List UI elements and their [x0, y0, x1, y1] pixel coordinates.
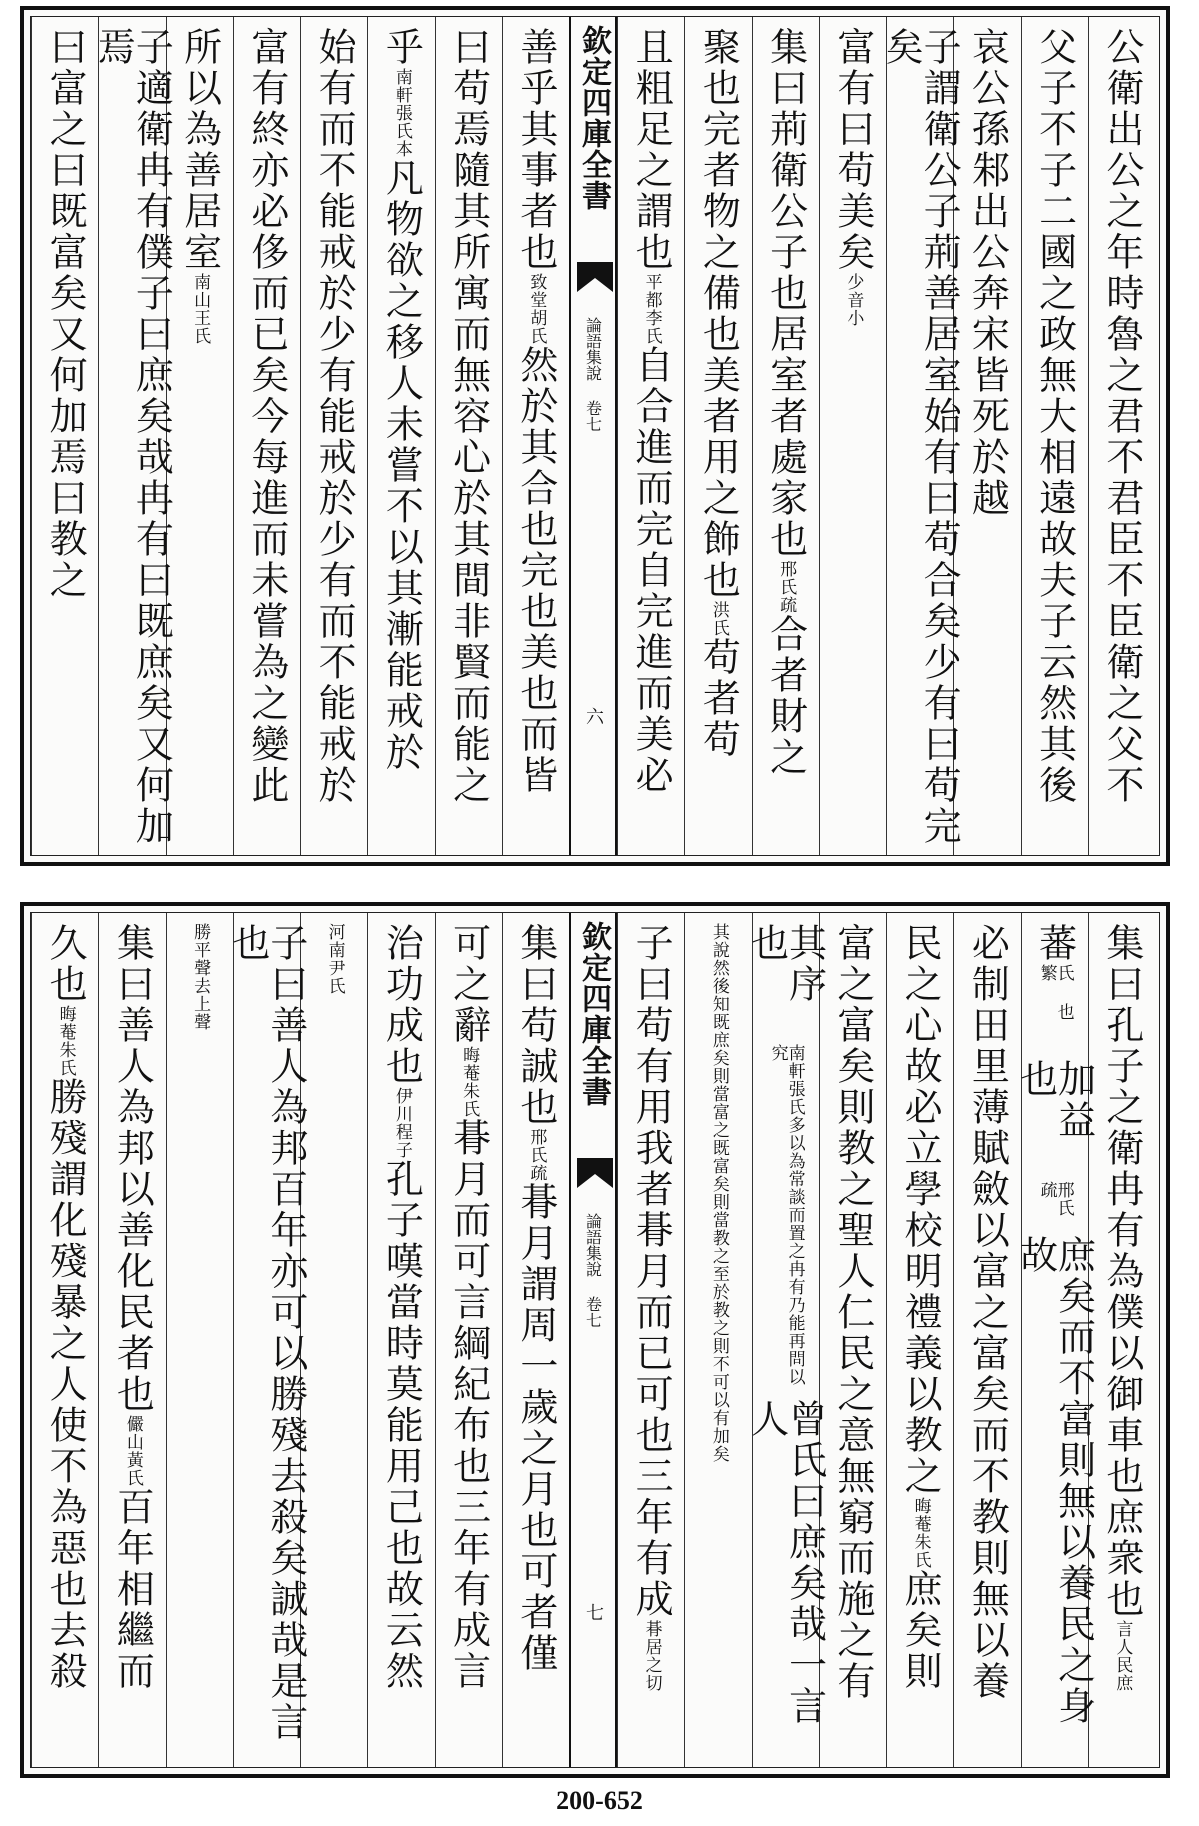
commentary-note: 洪氏 [708, 601, 729, 637]
main-text: 可之辭 [446, 923, 491, 1046]
main-text: 苟者苟 [696, 637, 741, 760]
center-header-column [569, 17, 617, 855]
top-page [20, 6, 1170, 866]
text-column [953, 17, 1020, 855]
commentary-note: 少音小 [843, 273, 864, 327]
commentary-note: 言人民庶 [1112, 1620, 1133, 1692]
text-column [617, 913, 684, 1767]
leaf-number: 七 [583, 1603, 604, 1621]
main-text: 曰富之曰既富矣又何加焉曰教之 [43, 27, 88, 601]
main-text: 公衛出公之年時魯之君不君臣不臣衛之父不 [1099, 27, 1144, 806]
main-text: 子曰善人為邦百年亦可以勝殘去殺矣誠哉是言也 [225, 923, 308, 1743]
text-column [31, 913, 98, 1767]
commentary-note: 南山王氏 [190, 273, 211, 345]
text-column [367, 17, 434, 855]
bottom-page [20, 902, 1170, 1778]
commentary-note: 邢氏疏 [526, 1128, 547, 1182]
main-text: 且粗足之謂也 [629, 27, 674, 273]
main-text: 乎 [379, 27, 424, 68]
text-column [31, 17, 98, 855]
commentary-note: 平都李氏 [641, 273, 662, 345]
main-text: 庶矣則 [898, 1569, 943, 1692]
fish-tail-mark-icon [577, 1158, 613, 1188]
main-text: 其序也 [744, 923, 827, 1005]
commentary-note: 河南尹氏 [324, 923, 345, 995]
volume-subtitle: 論語集說 卷七 [583, 1213, 603, 1328]
main-text: 孔子嘆當時莫能用己也故云然 [379, 1159, 424, 1692]
main-text: 富有曰苟美矣 [830, 27, 875, 273]
main-text: 集曰孔子之衛冉有為僕以御車也庶衆也 [1099, 923, 1144, 1620]
main-text: 聚也完者物之備也美者用之飾也 [696, 27, 741, 601]
commentary-note: 伊川程子 [391, 1087, 412, 1159]
main-text: 凡物欲之移人未嘗不以其漸能戒於 [379, 158, 424, 773]
main-text: 善乎其事者也 [513, 27, 558, 273]
commentary-note: 勝平聲去上聲 [190, 923, 211, 1031]
main-text: 蕃 [1032, 923, 1077, 964]
text-column [744, 913, 827, 1767]
text-column [953, 913, 1020, 1767]
commentary-note: 朞居之切 [641, 1620, 662, 1692]
text-column [166, 913, 233, 1767]
text-column [617, 17, 684, 855]
main-text: 久也 [43, 923, 88, 1005]
text-column [300, 17, 367, 855]
main-text: 治功成也 [379, 923, 424, 1087]
text-column [300, 913, 367, 1767]
main-text: 富之富矣則教之聖人仁民之意無窮而施之有 [830, 923, 875, 1702]
book-title: 欽定四庫全書 [576, 921, 611, 1107]
center-header-column [569, 913, 617, 1767]
main-text: 民之心故必立學校明禮義以教之 [898, 923, 943, 1497]
text-column [166, 17, 233, 855]
main-text: 百年相繼而 [110, 1487, 155, 1692]
text-column [819, 913, 886, 1767]
main-text: 哀公孫邾出公奔宋皆死於越 [965, 27, 1010, 519]
commentary-note: 晦菴朱氏 [910, 1497, 931, 1569]
main-text: 然於其合也完也美也而皆 [513, 345, 558, 796]
main-text: 子曰苟有用我者朞月而已可也三年有成 [629, 923, 674, 1620]
text-column [435, 17, 502, 855]
text-column [367, 913, 434, 1767]
main-text: 庶矣而不富則無以養民之身故 [1013, 1234, 1096, 1727]
leaf-number: 六 [583, 707, 604, 725]
text-column [886, 913, 953, 1767]
text-column [502, 913, 569, 1767]
text-column [752, 17, 819, 855]
main-text: 子適衛冉有僕子曰庶矣哉冉有曰既庶矣又何加焉 [91, 27, 174, 847]
main-text: 所以為善居室 [177, 27, 222, 273]
top-page-frame [30, 16, 1160, 856]
text-column [98, 913, 165, 1767]
text-column [1013, 913, 1096, 1767]
text-column [1088, 17, 1155, 855]
main-text: 自合進而完自完進而美必 [629, 345, 674, 796]
main-text: 集曰善人為邦以善化民者也 [110, 923, 155, 1415]
text-column [502, 17, 569, 855]
text-column [91, 17, 174, 855]
main-text: 曰苟焉隨其所寓而無容心於其間非賢而能之 [446, 27, 491, 806]
commentary-note: 其說然後知既庶矣則當富之既富矣則當教之至於教之則不可以有加矣 [708, 923, 729, 1463]
text-column [1088, 913, 1155, 1767]
commentary-note: 晦菴朱氏 [459, 1046, 480, 1118]
main-text: 必制田里薄賦斂以富之富矣而不教則無以養 [965, 923, 1010, 1702]
commentary-note: 晦菴朱氏 [55, 1005, 76, 1077]
text-column [225, 913, 308, 1767]
text-column [1021, 17, 1088, 855]
commentary-note: 南軒張氏多以為常談而置之冉有乃能再問以究 [767, 1044, 805, 1387]
main-text: 富有終亦必侈而已矣今每進而未嘗為之變此 [244, 27, 289, 806]
main-text: 曾氏曰庶矣哉一言人 [744, 1399, 827, 1728]
commentary-note: 儼山黃氏 [122, 1415, 143, 1487]
text-column [879, 17, 962, 855]
text-column [684, 17, 751, 855]
commentary-note: 致堂胡氏 [526, 273, 547, 345]
bottom-page-frame [30, 912, 1160, 1768]
commentary-note: 氏 也 繁 [1036, 964, 1074, 1021]
commentary-note: 南軒張氏本 [391, 68, 412, 158]
commentary-note: 邢氏疏 [1036, 1181, 1074, 1218]
commentary-note: 邢氏疏 [776, 560, 797, 614]
volume-subtitle: 論語集說 卷七 [583, 317, 603, 432]
main-text: 子謂衛公子荊善居室始有曰苟合矣少有曰苟完矣 [879, 27, 962, 847]
main-text: 集曰荊衛公子也居室者處家也 [763, 27, 808, 560]
main-text: 朞月而可言綱紀布也三年有成言 [446, 1118, 491, 1692]
main-text: 朞月謂周一歲之月也可者僅 [513, 1182, 558, 1674]
fish-tail-mark-icon [577, 262, 613, 292]
book-title: 欽定四庫全書 [576, 25, 611, 211]
main-text: 集曰苟誠也 [513, 923, 558, 1128]
text-column [233, 17, 300, 855]
page-footer-number: 200-652 [556, 1786, 643, 1815]
text-column [435, 913, 502, 1767]
main-text: 加益也 [1013, 1059, 1096, 1142]
text-column [819, 17, 886, 855]
main-text: 始有而不能戒於少有能戒於少有而不能戒於 [312, 27, 357, 806]
text-column [684, 913, 751, 1767]
main-text: 合者財之 [763, 614, 808, 778]
main-text: 勝殘謂化殘暴之人使不為惡也去殺 [43, 1077, 88, 1692]
main-text: 父子不子二國之政無大相遠故夫子云然其後 [1032, 27, 1077, 806]
